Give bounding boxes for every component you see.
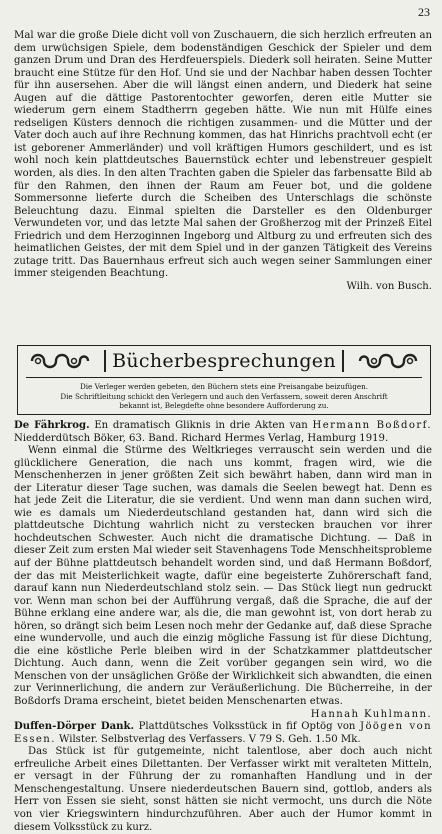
- banner-divider: [26, 377, 422, 378]
- review-title: Duffen-Dörper Dank.: [14, 721, 134, 733]
- review-duffen-doerper-dank: Duffen-Dörper Dank. Plattdütsches Volksstück in fif Optög von Jöögen von Essen. Wilster. Selbstverlag des Verfassers. V 79 S. Geh. 1.50 Mk. Das Stück ist für gutgemeinte, nicht talentlose, aber doch auch nicht erfreuliche Arbeit eines Dilettanten. Der Verfasser wirkt mit veralteten Mitteln, er versagt in der Führung der zu romanhaften Handlung und in der Menschengestaltung. Unsere niederdeutschen Bauern sind, gottlob, anders als Herr von Essen sie sieht, sonst hätten sie nicht vermocht, uns durch die Nöte von vier Kriegswintern hindurchzuführen. Aber auch der Humor kommt in diesem Volksstück zu kurz.: [14, 721, 432, 833]
- review-body: Wenn einmal die Stürme des Weltkrieges verrauscht sein werden und die glücklichere Generation, die nach uns kommt, fragen wird, wie die Menschenherzen in jener größten Zeit sich bewährt haben, dann wird man in der Literatur dieser Tage suchen, was damals die Seelen bewegt hat. Denn es hat jede Zeit die Literatur, die sie verdient. Und wenn man dann suchen wird, wie es damals um Niederdeutschland gestanden hat, dann wird sich die plattdeutsche Dichtung wahrlich nicht zu verstecken brauchen vor ihrer hochdeutschen Schwester. Auch nicht die dramatische Dichtung. — Daß in dieser Zeit zum ersten Mal wieder seit Stavenhagens Tode Menschheitsprobleme auf der Bühne plattdeutsch behandelt worden sind, und daß Hermann Boßdorf, der das mit Meisterlichkeit wagte, dafür eine begeisterte Zuhörerschaft fand, darauf kann nun Niederdeutschland stolz sein. — Das Stück liegt nun gedruckt vor. Wenn man schon bei der Aufführung vergaß, daß die Sprache, die auf der Bühne erklang eine andere war, als die, die man gewohnt ist, von dort herab zu hören, so drängt sich beim Lesen noch mehr der Gedanke auf, daß diese Sprache eine wundervolle, und auch die einzig mögliche Fassung ist für diese Dichtung, die eine köstliche Perle bleiben wird in der Schatzkammer plattdeutscher Dichtung. Auch dann, wenn die Zeit vorüber gegangen sein wird, wo die Menschen von der unsäglichen Größe der Wirklichkeit sich abwandten, die einen zur Verinnerlichung, die andern zur Veräußerlichung. Die Bücherreihe, in der Boßdorfs Drama erscheint, bietet beiden Menschenarten etwas.: [14, 445, 432, 708]
- review-author: Jöögen von Essen.: [14, 721, 432, 745]
- review-author: Hermann Boßdorf.: [312, 420, 432, 431]
- ornament-right-icon: [356, 349, 420, 373]
- intro-signature: Wilh. von Busch.: [346, 280, 432, 292]
- intro-article: [14, 30, 432, 293]
- review-title: De Fährkrog.: [14, 420, 90, 431]
- review-signature: Hannah Kuhlmann.: [310, 708, 432, 720]
- editorial-note: Die Verleger werden gebeten, den Büchern stets eine Preisangabe beizufügen. Die Schriftleitung schickt den Verlegern und auch den Verfassern, soweit deren Anschrift bekannt ist, Belegdefte ohne besondere Aufforderung zu.: [60, 382, 388, 410]
- review-body: Das Stück ist für gutgemeinte, nicht talentlose, aber doch auch nicht erfreuliche Arbeit eines Dilettanten. Der Verfasser wirkt mit veralteten Mitteln, er versagt in der Führung der zu romanhaften Handlung und in der Menschengestaltung. Unsere niederdeutschen Bauern sind, gottlob, anders als Herr von Essen sie sieht, sonst hätten sie nicht vermocht, uns durch die Nöte von vier Kriegswintern hindurchzuführen. Aber auch der Humor kommt in diesem Volksstück zu kurz.: [14, 746, 432, 833]
- review-faehrkrog: De Fährkrog. En dramatisch Gliknis in drie Akten van Hermann Boßdorf. Niedderdütsch Böker, 63. Band. Richard Hermes Verlag, Hamburg 1919. Wenn einmal die Stürme des Weltkrieges verrauscht sein werden und die glücklichere Generation, die nach uns kommt, fragen wird, wie die Menschenherzen in jener größten Zeit sich bewährt haben, dann wird man in der Literatur dieser Tage suchen, was damals die Seelen bewegt hat. Denn es hat jede Zeit die Literatur, die sie verdient. Und wenn man dann suchen wird, wie es damals um Niederdeutschland gestanden hat, dann wird sich die plattdeutsche Dichtung wahrlich nicht zu verstecken brauchen vor ihrer hochdeutschen Schwester. Auch nicht die dramatische Dichtung. — Daß in dieser Zeit zum ersten Mal wieder seit Stavenhagens Tode Menschheitsprobleme auf der Bühne plattdeutsch behandelt worden sind, und daß Hermann Boßdorf, der das mit Meisterlichkeit wagte, dafür eine begeisterte Zuhörerschaft fand, darauf kann nun Niederdeutschland stolz sein. — Das Stück liegt nun gedruckt vor. Wenn man schon bei der Aufführung vergaß, daß die Sprache, die auf der Bühne erklang eine andere war, als die, die man gewohnt ist, von dort herab zu hören, so drängt sich beim Lesen noch mehr der Gedanke auf, daß diese Sprache eine wundervolle, und auch die einzig mögliche Fassung ist für diese Dichtung, die eine köstliche Perle bleiben wird in der Schatzkammer plattdeutscher Dichtung. Auch dann, wenn die Zeit vorüber gegangen sein wird, wo die Menschen von der unsäglichen Größe der Wirklichkeit sich abwandten, die einen zur Verinnerlichung, die andern zur Veräußerlichung. Die Bücherreihe, in der Boßdorfs Drama erscheint, bietet beiden Menschenarten etwas. Hannah Kuhlmann.: [14, 420, 432, 720]
- intro-paragraph: Mal war die große Diele dicht voll von Zuschauern, die sich herzlich erfreuten an dem urwüchsigen Spiele, dem bodenständigen Geschick der Spieler und dem ganzen Drum und Dran des Herdfeuerspiels. Diederk soll heiraten. Seine Mutter braucht eine Stütze für den Hof. Und sie und der Nachbar haben dessen Tochter für ihn ausersehen. Aber die will längst einen andern, und Diederk hat seine Augen auf die dättige Pastorentochter geworfen, deren eitle Mutter sie wiederum gern einem Stadtherrn gegeben hätte. Wie nun mit Hülfe eines redseligen Küsters dennoch die richtigen zusammen- und die Mütter und der Vater doch auch auf ihre Rechnung kommen, das hat Hinrichs prachtvoll echt (er ist geborener Ammerländer) und voll kräftigen Humors geschildert, und es ist wohl noch kein plattdeutsches Bauernstück echter und lebenstreuer gespielt worden, als dies. In den alten Trachten gaben die Spieler das farbensatte Bild ab für den Rahmen, den ihnen der Raum am Feuer bot, und die goldene Sommersonne lieferte durch die Scheiben des Unterschlags die schönste Beleuchtung dazu. Einmal spielten die Darsteller es den Oldenburger Verwundeten vor, und das letzte Mal sahen der Großherzog mit der Prinzeß Eitel Friedrich und dem Herzoginnen Ingeborg und Altburg zu und erfreuten sich des heimatlichen Geistes, der mit dem Spiel und in der ganzen Tätigkeit des Vereins zutage tritt. Das Bauernhaus erfreut sich auch wegen seiner Sammlungen einer immer steigenden Beachtung.: [14, 30, 432, 280]
- reviews-section: [14, 420, 432, 834]
- section-banner: [17, 345, 431, 415]
- page-number: 23: [418, 5, 430, 19]
- section-title: Bücherbesprechungen: [104, 350, 344, 372]
